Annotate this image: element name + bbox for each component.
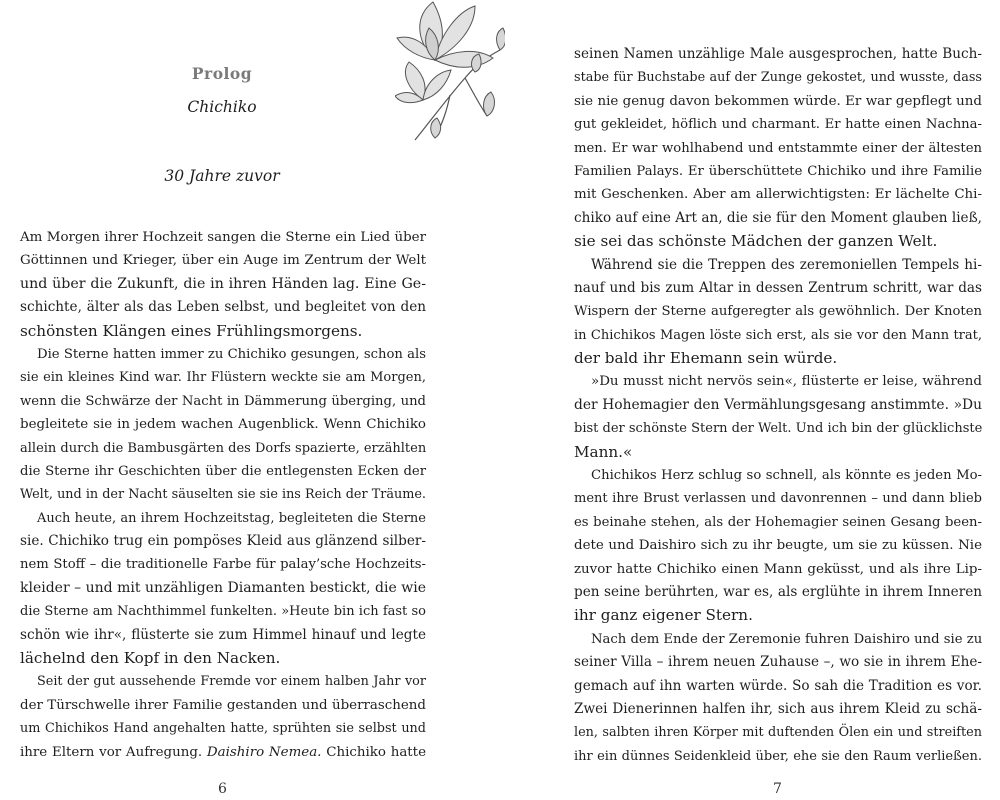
- text-line: die Sterne am Nachthimmel funkelten. »Heute bin ich fast so: [20, 604, 426, 620]
- text-line: ihr ein dünnes Seidenkleid über, ehe sie den Raum verließen.: [574, 748, 982, 764]
- body-text-left: [20, 226, 426, 764]
- text-line: der bald ihr Ehemann sein würde.: [574, 349, 838, 368]
- text-line: Familien Palays. Er überschüttete Chichiko und ihre Familie: [574, 163, 982, 179]
- character-name: Daishiro Nemea.: [206, 744, 322, 760]
- text-line: allein durch die Bambusgärten des Dorfs spazierte, erzählten: [20, 440, 427, 456]
- text-line: nauf und bis zum Altar in dessen Zentrum schritt, war das: [574, 279, 982, 296]
- text-line: chiko auf eine Art an, die sie für den Moment glauben ließ,: [574, 209, 982, 226]
- text-line: Am Morgen ihrer Hochzeit sangen die Sterne ein Lied über: [20, 230, 426, 245]
- text-line: in Chichikos Magen löste sich erst, als sie vor den Mann trat,: [574, 327, 982, 343]
- text-line: Mann.«: [574, 442, 633, 461]
- text-line: »Du musst nicht nervös sein«, flüsterte er leise, während: [591, 374, 982, 390]
- text-line: Chichikos Herz schlug so schnell, als könnte es jeden Mo-: [591, 468, 982, 484]
- text-line: pen seine berührten, war es, als erglühte in ihrem Inneren: [574, 583, 982, 600]
- text-line: Während sie die Treppen des zeremoniellen Tempels hi-: [591, 256, 982, 273]
- text-line: schön wie ihr«, flüsterte sie zum Himmel hinauf und legte: [20, 626, 426, 643]
- text-line: sie ein kleines Kind war. Ihr Flüstern weckte sie am Morgen,: [20, 370, 426, 386]
- chapter-title: Chichiko: [187, 98, 257, 116]
- text-line: stabe für Buchstabe auf der Zunge gekostet, und wusste, dass: [574, 70, 982, 86]
- text-line: um Chichikos Hand angehalten hatte, sprühten sie selbst und: [20, 721, 426, 737]
- page-number-right: 7: [773, 781, 782, 797]
- text-line: ihr ganz eigener Stern.: [574, 606, 753, 625]
- chapter-heading: Prolog: [191, 64, 253, 83]
- text-line: mit Geschenken. Aber am allerwichtigsten: Er lächelte Chi-: [574, 187, 982, 203]
- text-line: seinen Namen unzählige Male ausgesprochen, hatte Buch-: [574, 46, 982, 62]
- text-line: nem Stoff – die traditionelle Farbe für palay’sche Hochzeits-: [20, 557, 426, 573]
- text-line: schönsten Klängen eines Frühlingsmorgens.: [20, 321, 363, 340]
- text-line: sie sei das schönste Mädchen der ganzen Welt.: [574, 232, 938, 251]
- text-line: der Türschwelle ihrer Familie gestanden und überraschend: [20, 697, 426, 713]
- text-line: [20, 741, 426, 764]
- text-line: Welt, und in der Nacht säuselten sie sie ins Reich der Träume.: [20, 487, 426, 503]
- text-line: len, salbten ihren Körper mit duftenden Ölen ein und streiften: [574, 725, 982, 741]
- text-line: bist der schönste Stern der Welt. Und ich bin der glücklichste: [574, 421, 983, 437]
- text-line: dete und Daishiro sich zu ihr beugte, um sie zu küssen. Nie: [574, 538, 982, 554]
- text-line: zuvor hatte Chichiko einen Mann geküsst, und als ihre Lip-: [574, 561, 982, 577]
- text-line: Zwei Dienerinnen halfen ihr, sich aus ihrem Kleid zu schä-: [574, 700, 982, 717]
- text-segment: ihre Eltern vor Aufregung.: [20, 744, 207, 760]
- text-line: Nach dem Ende der Zeremonie fuhren Daishiro und sie zu: [591, 631, 983, 647]
- text-line: ment ihre Brust verlassen und davonrennen – und dann blieb: [574, 491, 982, 507]
- magnolia-branch-icon: [395, 0, 505, 150]
- text-line: kleider – und mit unzähligen Diamanten bestickt, die wie: [20, 579, 426, 596]
- text-line: Seit der gut aussehende Fremde vor einem halben Jahr vor: [37, 674, 426, 690]
- body-text-right: [574, 43, 982, 768]
- text-line: es beinahe stehen, als der Hohemagier seinen Gesang been-: [574, 514, 982, 530]
- text-line: seiner Villa – ihrem neuen Zuhause –, wo sie in ihrem Ehe-: [574, 654, 982, 671]
- page-number-left: 6: [218, 781, 227, 797]
- text-line: schichte, älter als das Leben selbst, und begleitet von den: [20, 299, 426, 316]
- text-line: Die Sterne hatten immer zu Chichiko gesungen, schon als: [37, 346, 426, 362]
- text-line: Auch heute, an ihrem Hochzeitstag, begleiteten die Sterne: [37, 510, 426, 526]
- chapter-subtitle: 30 Jahre zuvor: [164, 167, 280, 185]
- text-line: und über die Zukunft, die in ihren Händen lag. Eine Ge-: [20, 275, 426, 292]
- text-line: sie. Chichiko trug ein pompöses Kleid aus glänzend silber-: [20, 533, 426, 550]
- text-line: begleitete sie in jedem wachen Augenblick. Wenn Chichiko: [20, 417, 426, 433]
- text-line: gut gekleidet, höflich und charmant. Er hatte einen Nachna-: [574, 117, 982, 133]
- text-line: der Hohemagier den Vermählungsgesang anstimmte. »Du: [574, 396, 982, 413]
- text-line: lächelnd den Kopf in den Nacken.: [20, 649, 281, 668]
- text-segment: Chichiko hatte: [321, 744, 426, 760]
- text-line: men. Er war wohlhabend und entstammte einer der ältesten: [574, 140, 982, 156]
- text-line: die Sterne ihr Geschichten über die entlegensten Ecken der: [20, 463, 426, 479]
- text-line: Wispern der Sterne aufgeregter als gewöhnlich. Der Knoten: [574, 304, 982, 320]
- text-line: wenn die Schwärze der Nacht in Dämmerung überging, und: [20, 393, 426, 409]
- text-line: sie nie genug davon bekommen würde. Er war gepflegt und: [574, 93, 982, 109]
- text-line: Göttinnen und Krieger, über ein Auge im Zentrum der Welt: [20, 253, 426, 269]
- text-line: gemach auf ihn warten würde. So sah die Tradition es vor.: [574, 677, 982, 694]
